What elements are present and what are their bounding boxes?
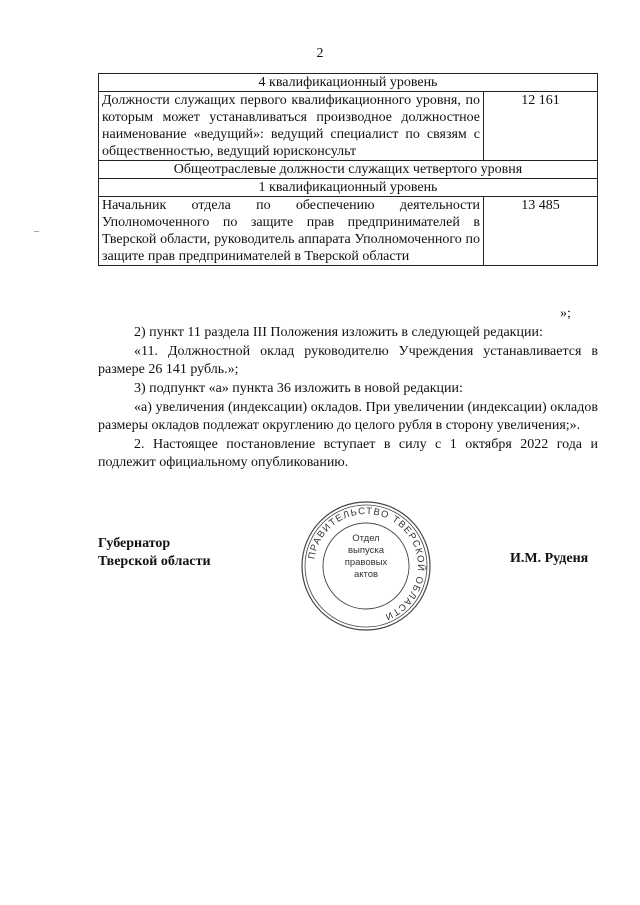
margin-mark: –	[34, 226, 39, 237]
table-cell-position: Должности служащих первого квалификационного уровня, по которым может устанавливаться производное должностное наименование «ведущий»: ведущий специалист по связям с общественностью, ведущий юрисконсульт	[99, 92, 484, 161]
paragraph: «11. Должностной оклад руководителю Учреждения устанавливается в размере 26 141 рубль.»;	[98, 344, 598, 377]
paragraph: «а) увеличения (индексации) окладов. При увеличении (индексации) окладов размеры окладов подлежат округлению до целого рубля в сторону увеличения;».	[98, 400, 598, 433]
signatory-title	[98, 535, 211, 571]
salary-table	[98, 73, 598, 266]
paragraph: 3) подпункт «а» пункта 36 изложить в новой редакции:	[134, 381, 463, 396]
table-section-header: Общеотраслевые должности служащих четвертого уровня	[99, 161, 598, 179]
stamp-line: актов	[353, 569, 379, 580]
paragraph: 2. Настоящее постановление вступает в силу с 1 октября 2022 года и подлежит официальному опубликованию.	[98, 437, 598, 470]
stamp-line: правовых	[344, 557, 388, 568]
page-number: 2	[316, 46, 324, 61]
table-row	[99, 92, 598, 161]
table-section-header: 1 квалификационный уровень	[99, 179, 598, 197]
table-row	[99, 179, 598, 197]
stamp-center-text	[300, 533, 432, 581]
table-row	[99, 161, 598, 179]
table-cell-salary: 12 161	[484, 92, 598, 161]
signatory-title-line: Губернатор	[98, 536, 171, 551]
document-body	[98, 324, 598, 473]
svg-text:ПРАВИТЕЛЬСТВО ТВЕРСКОЙ ОБЛАСТИ: ПРАВИТЕЛЬСТВО ТВЕРСКОЙ ОБЛАСТИ	[306, 505, 427, 623]
signatory-title-line: Тверской области	[98, 554, 211, 569]
table-section-header: 4 квалификационный уровень	[99, 74, 598, 92]
stamp-line: выпуска	[347, 545, 385, 556]
table-cell-salary: 13 485	[484, 197, 598, 266]
official-stamp	[300, 500, 432, 632]
paragraph: 2) пункт 11 раздела III Положения изложить в следующей редакции:	[134, 325, 543, 340]
table-closing-quote: »;	[560, 306, 571, 321]
table-row	[99, 197, 598, 266]
signatory-name: И.М. Руденя	[510, 551, 589, 566]
table-cell-position: Начальник отдела по обеспечению деятельности Уполномоченного по защите прав предпринимателей в Тверской области, руководитель аппарата Уполномоченного по защите прав предпринимателей в Тверской области	[99, 197, 484, 266]
table-row	[99, 74, 598, 92]
stamp-line: Отдел	[352, 533, 380, 544]
